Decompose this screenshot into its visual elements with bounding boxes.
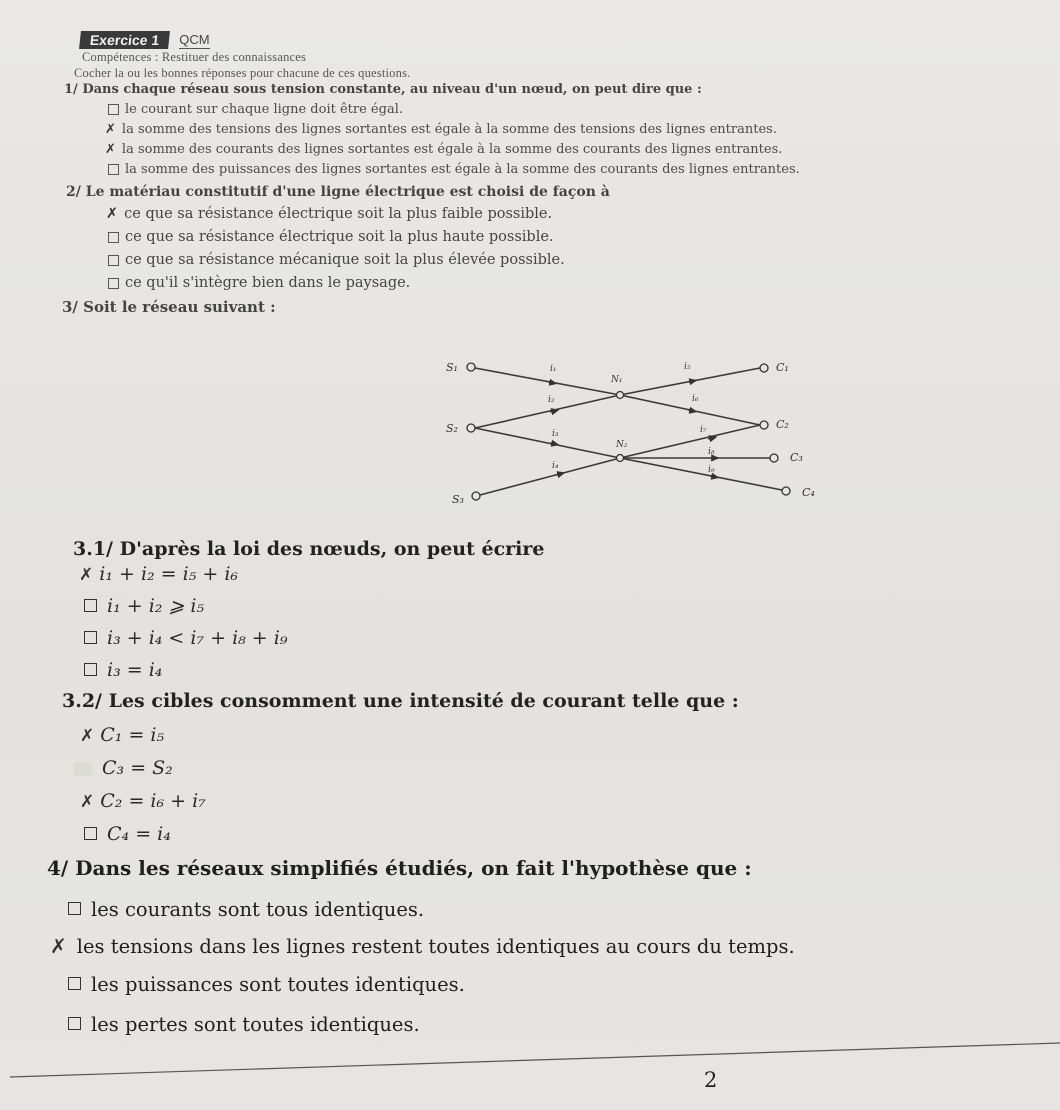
option-label: ce que sa résistance mécanique soit la plus élevée possible.	[125, 252, 565, 268]
q31-option-2[interactable]	[84, 595, 204, 617]
erased-checkbox[interactable]	[74, 762, 92, 776]
checked-mark-icon[interactable]: ✗	[50, 934, 67, 958]
option-label: i₁ + i₂ ⩾ i₅	[107, 595, 205, 617]
node-n2	[617, 455, 624, 462]
q4-option-4[interactable]	[68, 1013, 420, 1036]
label-i4: i₄	[552, 461, 559, 471]
target-c1-terminal	[760, 364, 768, 372]
option-label: les pertes sont toutes identiques.	[91, 1013, 420, 1036]
source-s1-terminal	[467, 363, 475, 371]
option-label: i₃ = i₄	[107, 659, 163, 681]
question-1: 1/ Dans chaque réseau sous tension constante, au niveau d'un nœud, on peut dire que :	[64, 82, 702, 97]
target-c4-terminal	[782, 487, 790, 495]
option-label: C₂ = i₆ + i₇	[100, 790, 206, 812]
q2-option-1[interactable]	[106, 206, 552, 222]
q1-option-1[interactable]	[108, 102, 403, 117]
option-label: les puissances sont toutes identiques.	[91, 973, 465, 996]
checkbox[interactable]	[108, 255, 119, 266]
line-s2-n2	[475, 428, 620, 458]
checked-mark-icon[interactable]: ✗	[105, 122, 116, 137]
q31-option-1[interactable]	[79, 563, 238, 585]
q2-option-4[interactable]	[108, 275, 410, 291]
label-s2: S₂	[446, 422, 458, 435]
arrow-i4	[556, 473, 562, 475]
footer-rule	[0, 1039, 1060, 1079]
label-s1: S₁	[446, 361, 458, 374]
question-3: 3/ Soit le réseau suivant :	[62, 298, 276, 316]
label-i2: i₂	[548, 395, 555, 405]
network-diagram	[430, 340, 850, 520]
q1-option-3[interactable]	[105, 142, 782, 157]
q2-option-3[interactable]	[108, 252, 565, 268]
option-label: les tensions dans les lignes restent toutes identiques au cours du temps.	[76, 935, 795, 958]
option-label: C₁ = i₅	[100, 724, 165, 746]
node-n1	[617, 392, 624, 399]
checkbox[interactable]	[108, 104, 119, 115]
checked-mark-icon[interactable]: ✗	[80, 726, 95, 746]
q4-option-3[interactable]	[68, 973, 465, 996]
checkbox[interactable]	[84, 599, 97, 612]
label-i1: i₁	[550, 364, 557, 374]
label-i3: i₃	[552, 429, 559, 439]
option-label: la somme des tensions des lignes sortantes est égale à la somme des tensions des lignes entrantes.	[121, 122, 777, 137]
checkbox[interactable]	[68, 902, 81, 915]
target-c2-terminal	[760, 421, 768, 429]
option-label: C₄ = i₄	[107, 823, 171, 845]
q31-option-4[interactable]	[84, 659, 162, 681]
checked-mark-icon[interactable]: ✗	[106, 206, 119, 222]
terminals	[467, 363, 790, 500]
q32-option-3[interactable]	[80, 790, 206, 812]
target-c3-terminal	[770, 454, 778, 462]
question-4: 4/ Dans les réseaux simplifiés étudiés, on fait l'hypothèse que :	[47, 856, 752, 880]
question-3-2: 3.2/ Les cibles consomment une intensité de courant telle que :	[62, 690, 739, 712]
checkbox[interactable]	[108, 232, 119, 243]
label-n1: N₁	[611, 375, 623, 385]
line-s1-n1	[475, 368, 623, 395]
label-i7: i₇	[700, 425, 707, 435]
option-label: i₃ + i₄ < i₇ + i₈ + i₉	[107, 627, 288, 649]
q31-option-3[interactable]	[84, 627, 287, 649]
line-s3-n2	[480, 458, 620, 495]
option-label: les courants sont tous identiques.	[91, 898, 425, 921]
q1-option-2[interactable]	[105, 122, 777, 137]
q32-option-1[interactable]	[80, 724, 164, 746]
label-c1: C₁	[776, 361, 789, 374]
checkbox[interactable]	[108, 164, 119, 175]
q1-option-4[interactable]	[108, 162, 800, 177]
label-i5: i₅	[684, 362, 691, 372]
checkbox[interactable]	[84, 631, 97, 644]
checkbox[interactable]	[68, 1017, 81, 1030]
option-label: la somme des courants des lignes sortantes est égale à la somme des courants des lignes entrantes.	[121, 142, 783, 157]
option-label: la somme des puissances des lignes sortantes est égale à la somme des courants des lignes entrantes.	[125, 162, 800, 177]
checkbox[interactable]	[68, 977, 81, 990]
checked-mark-icon[interactable]: ✗	[80, 792, 95, 812]
option-label: C₃ = S₂	[102, 757, 173, 779]
checked-mark-icon[interactable]: ✗	[105, 142, 116, 157]
current-arrows	[548, 381, 716, 477]
q4-option-2[interactable]	[50, 934, 795, 958]
exercise-badge: Exercice 1	[79, 31, 170, 49]
line-n2-c4	[620, 458, 782, 490]
question-2: 2/ Le matériau constitutif d'une ligne électrique est choisi de façon à	[66, 184, 610, 200]
instruction-line: Cocher la ou les bonnes réponses pour chacune de ces questions.	[74, 66, 411, 80]
option-label: ce que sa résistance électrique soit la plus faible possible.	[124, 206, 553, 222]
qcm-tag: QCM	[179, 31, 210, 47]
line-n2-c2	[620, 425, 760, 458]
q4-option-1[interactable]	[68, 898, 424, 921]
label-i9: i₉	[708, 465, 715, 475]
option-label: ce qu'il s'intègre bien dans le paysage.	[125, 275, 411, 291]
label-i6: i₆	[692, 394, 699, 404]
label-n2: N₂	[616, 440, 628, 450]
competences-line: Compétences : Restituer des connaissances	[82, 50, 307, 64]
exercise-header	[80, 31, 210, 49]
network-lines	[475, 368, 782, 495]
q32-option-2[interactable]	[74, 757, 173, 779]
label-c4: C₄	[802, 486, 815, 499]
option-label: ce que sa résistance électrique soit la plus haute possible.	[125, 229, 554, 245]
checkbox[interactable]	[84, 663, 97, 676]
page-number: 2	[704, 1068, 718, 1092]
label-s3: S₃	[452, 493, 464, 506]
checkbox[interactable]	[84, 827, 97, 840]
option-label: le courant sur chaque ligne doit être égal.	[125, 102, 403, 117]
q32-option-4[interactable]	[84, 823, 171, 845]
source-s2-terminal	[467, 424, 475, 432]
checked-mark-icon[interactable]: ✗	[79, 565, 94, 585]
option-label: i₁ + i₂ = i₅ + i₆	[99, 563, 239, 585]
label-c3: C₃	[790, 451, 803, 464]
q2-option-2[interactable]	[108, 229, 554, 245]
question-3-1: 3.1/ D'après la loi des nœuds, on peut écrire	[73, 538, 545, 560]
checkbox[interactable]	[108, 278, 119, 289]
label-i8: i₈	[708, 447, 715, 457]
label-c2: C₂	[776, 418, 789, 431]
source-s3-terminal	[472, 492, 480, 500]
